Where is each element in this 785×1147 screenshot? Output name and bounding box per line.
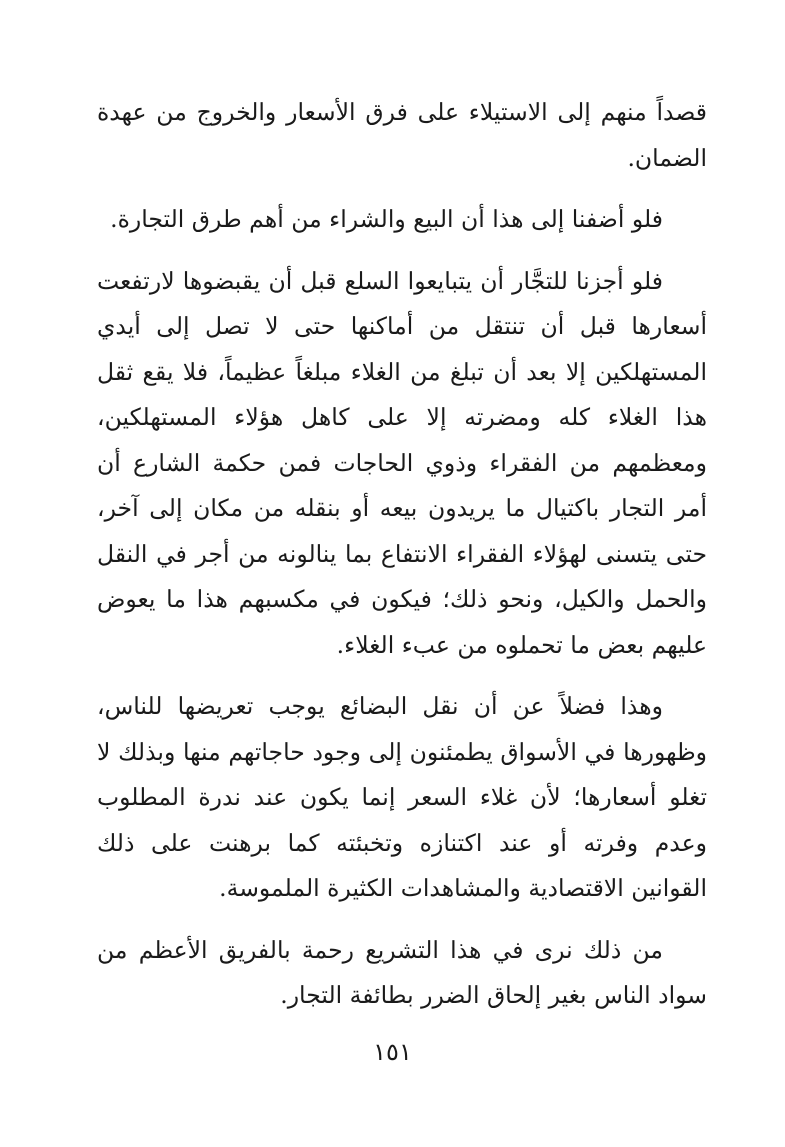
page-number: ١٥١ — [373, 1038, 412, 1066]
paragraph-4: وهذا فضلاً عن أن نقل البضائع يوجب تعريضها للناس، وظهورها في الأسواق يطمئنون إلى وجود حاجاتهم منها وبذلك لا تغلو أسعارها؛ لأن غلاء السعر إنما يكون عند ندرة المطلوب وعدم وفرته أو عند اكتنازه وتخبئته كما برهنت على ذلك القوانين الاقتصادية والمشاهدات الكثيرة الملموسة. — [97, 692, 707, 902]
paragraph-5: من ذلك نرى في هذا التشريع رحمة بالفريق الأعظم من سواد الناس بغير إلحاق الضرر بطائفة التجار. — [97, 935, 707, 1009]
paragraph-3: فلو أجزنا للتجَّار أن يتبايعوا السلع قبل أن يقبضوها لارتفعت أسعارها قبل أن تنتقل من أماكنها حتى لا تصل إلى أيدي المستهلكين إلا بعد أن تبلغ من الغلاء مبلغاً عظيماً، فلا يقع ثقل هذا الغلاء كله ومضرته إلا على كاهل هؤلاء المستهلكين، ومعظمهم من الفقراء وذوي الحاجات فمن حكمة الشارع أن أمر التجار باكتيال ما يريدون بيعه أو بنقله من مكان إلى آخر، حتى يتسنى لهؤلاء الفقراء الانتفاع بما ينالونه من أجر في النقل والحمل والكيل، ونحو ذلك؛ فيكون في مكسبهم هذا ما يعوض عليهم بعض ما تحملوه من عبء الغلاء. — [97, 266, 707, 659]
paragraph-1: قصداً منهم إلى الاستيلاء على فرق الأسعار والخروج من عهدة الضمان. — [97, 98, 707, 172]
paragraph-2: فلو أضفنا إلى هذا أن البيع والشراء من أهم طرق التجارة. — [110, 205, 663, 233]
body-text — [97, 90, 707, 1035]
